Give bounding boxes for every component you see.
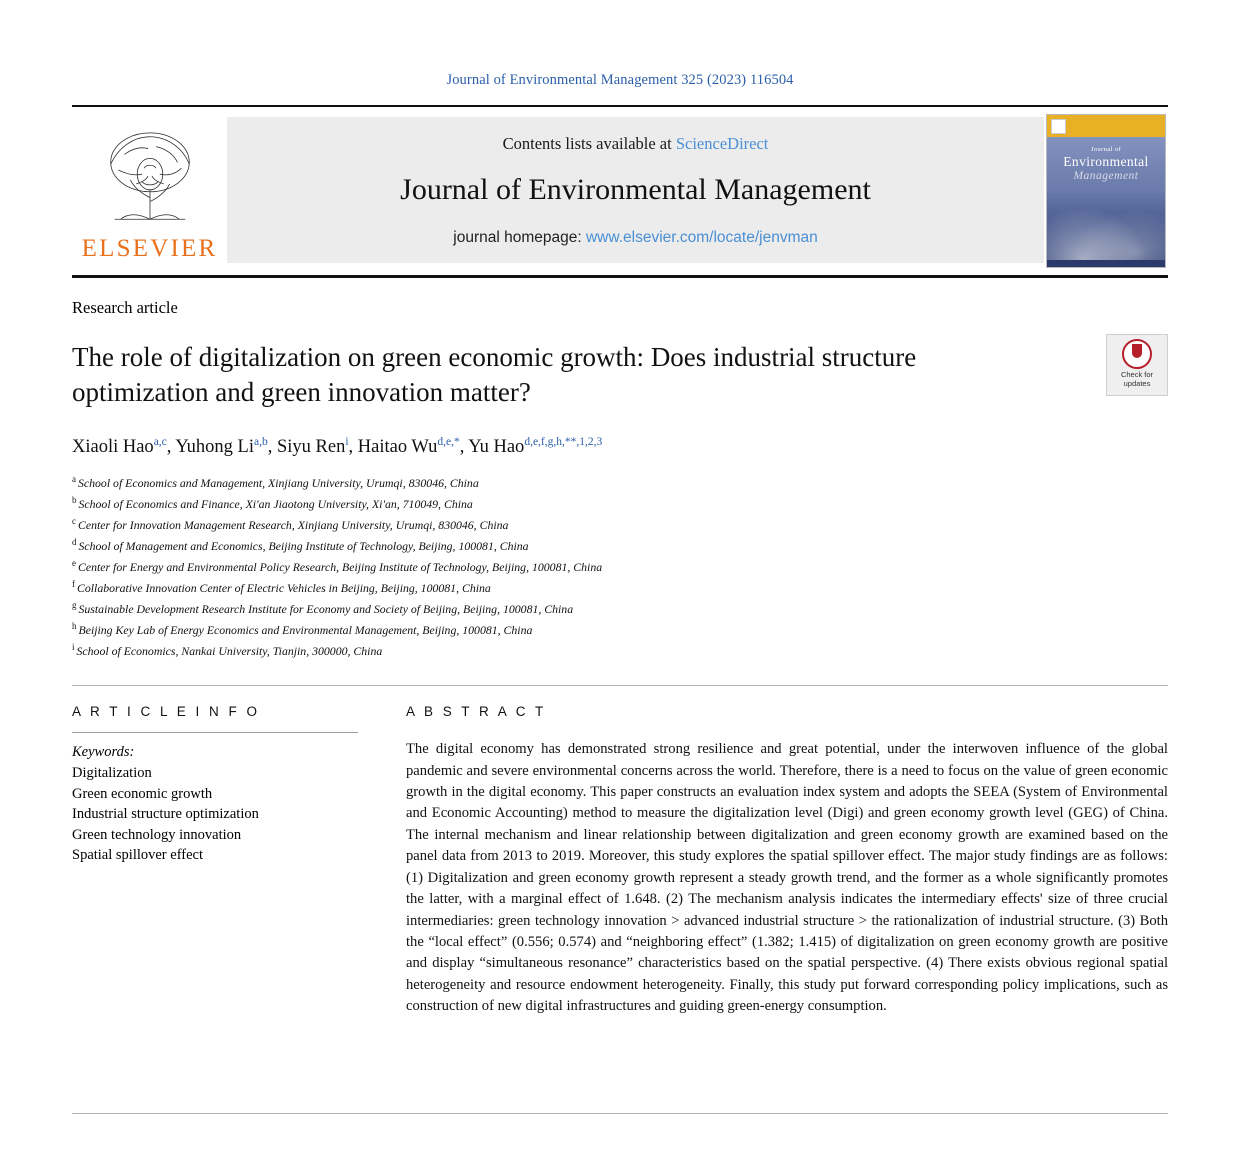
crossmark-icon	[1122, 339, 1152, 369]
author	[175, 437, 277, 457]
article-type: Research article	[72, 298, 178, 317]
author	[468, 437, 602, 457]
affiliation	[72, 514, 1168, 535]
author-marks: a,b	[253, 435, 268, 448]
footer-divider	[72, 1113, 1168, 1114]
journal-cover-image	[1046, 114, 1166, 268]
keyword-item: Green technology innovation	[72, 826, 242, 843]
abstract-heading: A B S T R A C T	[406, 704, 547, 720]
elsevier-wordmark: ELSEVIER	[81, 235, 218, 262]
affiliation-text: Center for Innovation Management Research, Xinjiang University, Urumqi, 830046, China	[78, 517, 509, 532]
homepage-prefix: journal homepage:	[453, 228, 586, 246]
crossmark-label-line2: updates	[1123, 378, 1151, 388]
author-name: Xiaoli Hao	[72, 436, 154, 457]
author	[277, 437, 358, 457]
elsevier-tree-icon	[91, 125, 209, 233]
page-title: The role of digitalization on green economic growth: Does industrial structure optimization and green innovation matter?	[72, 342, 917, 407]
affiliation-text: Center for Energy and Environmental Policy Research, Beijing Institute of Technology, Beijing, 100081, China	[78, 559, 603, 574]
author-sep: ,	[348, 436, 358, 457]
journal-cover	[1044, 107, 1168, 275]
affiliation-mark: c	[72, 515, 76, 526]
cover-line1: Journal of	[1090, 146, 1122, 153]
cover-top-band	[1047, 115, 1165, 137]
affiliation-text: School of Management and Economics, Beijing Institute of Technology, Beijing, 100081, China	[78, 538, 529, 553]
affiliation	[72, 556, 1168, 577]
affiliation	[72, 535, 1168, 556]
keywords-list	[72, 763, 358, 866]
affiliation-mark: a	[72, 473, 76, 484]
crossmark-label-line1: Check for	[1120, 370, 1154, 379]
section-divider	[72, 685, 1168, 686]
affiliation	[72, 577, 1168, 598]
cover-line2: Environmental	[1063, 154, 1149, 169]
paper-page	[0, 72, 1240, 1150]
article-info-column	[72, 704, 406, 1032]
affiliation-text: School of Economics, Nankai University, Tianjin, 300000, China	[76, 643, 383, 658]
keywords-divider	[72, 732, 358, 733]
affiliation-mark: b	[72, 494, 77, 505]
affiliation-mark: i	[72, 642, 75, 653]
affiliation-list	[72, 472, 1168, 661]
author	[358, 437, 469, 457]
author-marks: d,e,f,g,h,**,1,2,3	[524, 435, 603, 448]
keyword-item: Industrial structure optimization	[72, 806, 259, 823]
homepage-line	[453, 229, 817, 247]
contents-prefix: Contents lists available at	[502, 133, 676, 153]
author-marks: i	[345, 435, 349, 448]
author-sep: ,	[459, 436, 469, 457]
running-head: Journal of Environmental Management 325 (2023) 116504	[446, 72, 794, 88]
crossmark-label	[1121, 371, 1153, 388]
affiliation-mark: h	[72, 621, 77, 632]
abstract-text: The digital economy has demonstrated strong resilience and great potential, under the interwoven influence of the global pandemic and severe environmental concerns across the world. Therefore, there is a need to focus on the value of green economic growth in the digital economy. This paper constructs an evaluation index system and adopts the SEEA (System of Environmental and Economic Accounting) method to measure the digitalization level (Digi) and green economy growth level (GEG) of China. The internal mechanism and linear relationship between digitalization and green economy growth are examined based on the panel data from 2013 to 2019. Moreover, this study explores the spatial spillover effect. The major study findings are as follows: (1) Digitalization and green economy growth represent a steady growth trend, and the former as a whole significantly promotes the latter, with a marginal effect of 1.648. (2) The mechanism analysis indicates the intermediary effects' size of three crucial intermediaries: green technology innovation > advanced industrial structure > the rationalization of industrial structure. (3) Both the “local effect” (0.556; 0.574) and “neighboring effect” (1.382; 1.415) of digitalization on green economy growth are positive and display “simultaneous resonance” characteristics based on the spatial perspective. (4) There exists obvious regional spatial heterogeneity and resource endowment heterogeneity. Finally, this study put forward corresponding policy implications, such as construction of new digital infrastructures and guiding green-energy consumption.	[406, 741, 1168, 1015]
affiliation-mark: f	[72, 578, 75, 589]
cover-bottom-band	[1047, 260, 1165, 267]
affiliation-text: Sustainable Development Research Institute for Economy and Society of Beijing, Beijing, 100081, China	[78, 601, 574, 616]
abstract-column	[406, 704, 1168, 1032]
keyword-item: Digitalization	[72, 765, 152, 782]
journal-title: Journal of Environmental Management	[400, 172, 871, 206]
affiliation	[72, 472, 1168, 493]
cover-artwork	[1047, 193, 1165, 267]
author-list	[72, 436, 1168, 458]
affiliation	[72, 598, 1168, 619]
affiliation-text: School of Economics and Finance, Xi'an Jiaotong University, Xi'an, 710049, China	[78, 496, 473, 511]
keyword-item: Spatial spillover effect	[72, 847, 203, 864]
affiliation-mark: e	[72, 557, 76, 568]
author-name: Siyu Ren	[276, 436, 346, 457]
elsevier-logo	[72, 107, 227, 275]
affiliation	[72, 640, 1168, 661]
author-marks: a,c	[153, 435, 167, 448]
keywords-label: Keywords:	[72, 744, 135, 761]
author	[72, 437, 175, 457]
affiliation	[72, 493, 1168, 514]
author-sep: ,	[267, 436, 277, 457]
crossmark-box[interactable]	[1106, 334, 1168, 396]
cover-line3: Management	[1073, 170, 1139, 182]
article-content	[72, 298, 1168, 1032]
journal-header-band	[227, 117, 1044, 263]
sciencedirect-link[interactable]: ScienceDirect	[675, 133, 769, 153]
contents-line	[503, 134, 769, 154]
info-abstract-row	[72, 704, 1168, 1032]
journal-masthead	[72, 105, 1168, 278]
keyword-item: Green economic growth	[72, 785, 213, 802]
crossmark-badge[interactable]	[1106, 334, 1168, 396]
affiliation-mark: g	[72, 600, 77, 610]
title-row	[72, 318, 1168, 410]
cover-square	[1051, 119, 1066, 134]
journal-homepage-link[interactable]: www.elsevier.com/locate/jenvman	[585, 228, 818, 246]
author-name: Haitao Wu	[357, 436, 438, 457]
author-name: Yuhong Li	[175, 436, 254, 457]
affiliation	[72, 619, 1168, 640]
affiliation-mark: d	[72, 536, 77, 547]
author-sep: ,	[166, 436, 176, 457]
article-info-heading: A R T I C L E I N F O	[72, 704, 261, 720]
affiliation-text: Beijing Key Lab of Energy Economics and Environmental Management, Beijing, 100081, China	[78, 622, 533, 637]
author-marks: d,e,*	[437, 435, 460, 448]
affiliation-text: Collaborative Innovation Center of Electric Vehicles in Beijing, Beijing, 100081, China	[77, 580, 491, 595]
author-name: Yu Hao	[468, 436, 525, 457]
affiliation-text: School of Economics and Management, Xinjiang University, Urumqi, 830046, China	[78, 475, 479, 490]
